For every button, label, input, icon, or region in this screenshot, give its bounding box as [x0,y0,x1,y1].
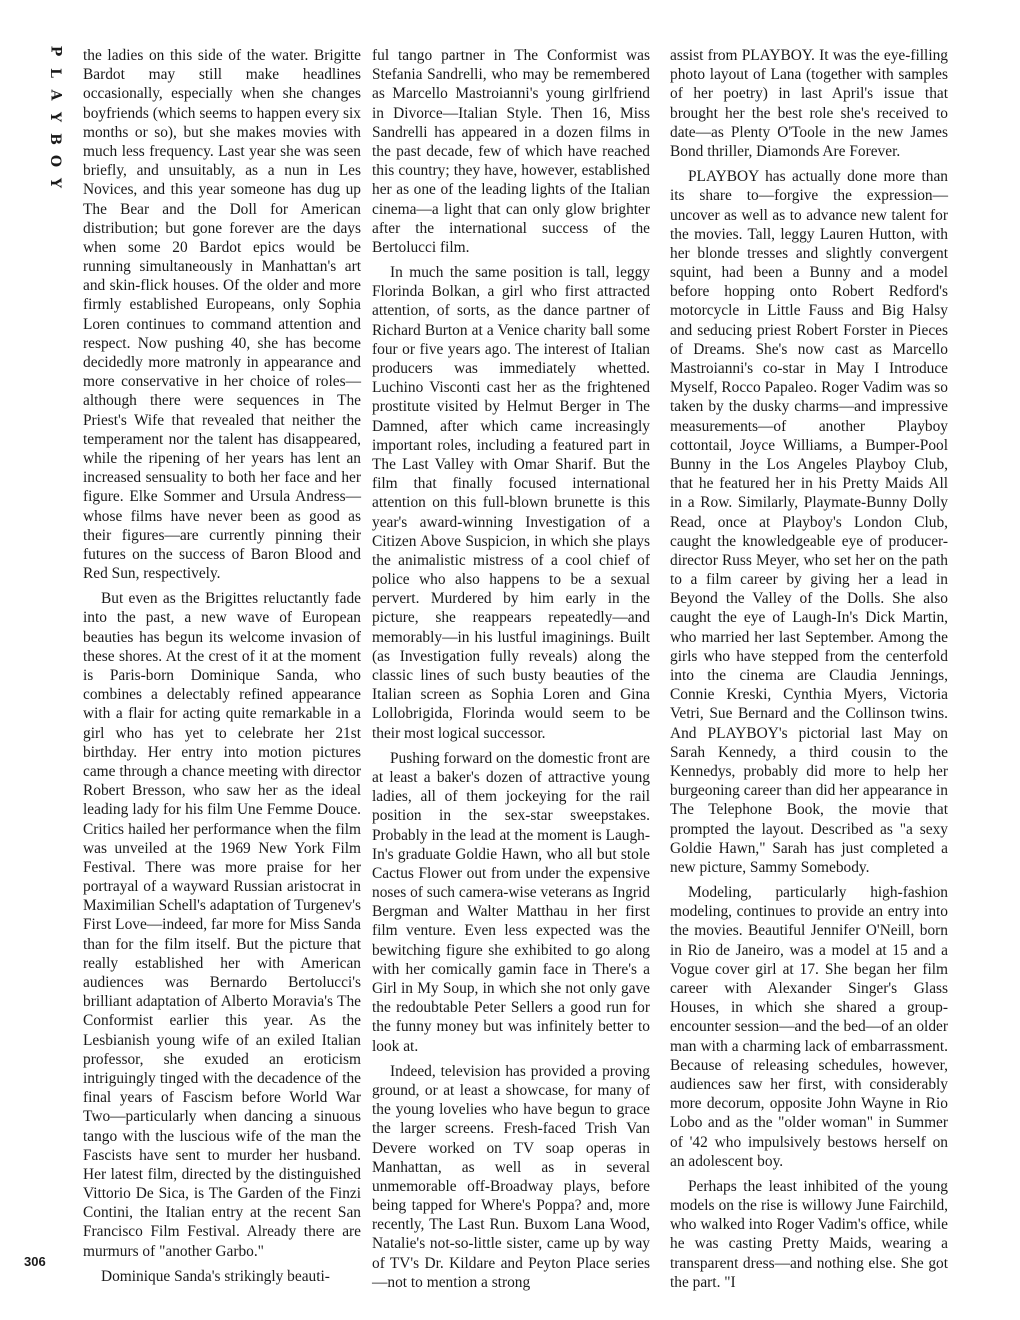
paragraph: Dominique Sanda's strikingly beauti- [101,1267,330,1285]
paragraph: Pushing forward on the domestic front are at least a baker's dozen of attractive young ladies, all of them jockeying for the rail position in the sex-star sweepstakes. Probably in the lead at the moment is Laugh-In's graduate Goldie Hawn, who all but stole Cactus Flower out from under the expensive noses of such camera-wise veterans as Ingrid Bergman and Walter Matthau in her first film venture. Even less expected was the bewitching figure she exhibited to go along with her comically gamin face in There's a Girl in My Soup, in which she not only gave the redoubtable Peter Sellers a good run for the funny money but was infinitely better to look at. [372,749,650,1055]
masthead-letter: Y [47,178,63,188]
paragraph: Perhaps the least inhibited of the young models on the rise is willowy June Fairchild, who walked into Roger Vadim's office, while he was casting Pretty Maids, wearing a transparent dress—and nothing else. She got the part. "I [670,1177,948,1291]
text-column-1 [83,46,361,1286]
masthead-letter: L [47,68,63,78]
page-number: 306 [24,1254,46,1269]
masthead-letter: P [47,45,63,57]
paragraph: PLAYBOY has actually done more than its share to—forgive the expression—uncover as well as to advance new talent for the movies. Tall, leggy Lauren Hutton, with her blonde tresses and slightly convergent squint, had been a Bunny and a model before hopping onto Robert Redford's motorcycle in Little Fauss and Big Halsy and seducing priest Robert Forster in Pieces of Dreams. She's now cast as Marcello Mastroianni's co-star in May I Introduce Myself, Rocco Papaleo. Roger Vadim was so taken by the dusky charms—and impressive measurements—of another Playboy cottontail, Joyce Williams, a Bumper-Pool Bunny in the Los Angeles Playboy Club, that he featured her in his Pretty Maids All in a Row. Similarly, Playmate-Bunny Dolly Read, once at Playboy's London Club, caught the knowledgeable eye of producer-director Russ Meyer, who set her on the path to a film career by giving her a lead in Beyond the Valley of the Dolls. She also caught the eye of Laugh-In's Dick Martin, who married her last September. Among the girls who have stepped from the centerfold into the cinema are Claudia Jennings, Connie Kreski, Cynthia Myers, Victoria Vetri, Sue Bernard and the Collinson twins. And PLAYBOY's pictorial last May on Sarah Kennedy, a third cousin to the Kennedys, probably did more to help her burgeoning career than did her appearance in The Telephone Book, the movie that prompted the layout. Described as "a sexy Goldie Hawn," Sarah has just completed a new picture, Sammy Somebody. [670,168,948,876]
masthead-letter: O [46,154,63,168]
paragraph: ful tango partner in The Conformist was Stefania Sandrelli, who may be remembered as Marcello Mastroianni's young girlfriend in Divorce—Italian Style. Then 16, Miss Sandrelli has appeared in a dozen films in the past decade, few of which have reached this country; they have, however, established her as one of the leading lights of the Italian cinema—a light that can only glow brighter after the international success of the Bertolucci film. [372,47,650,256]
paragraph: assist from PLAYBOY. It was the eye-filling photo layout of Lana (together with samples of her poetry) in last April's issue that brought her the best role she's received to date—as Plenty O'Toole in the new James Bond thriller, Diamonds Are Forever. [670,47,948,160]
text-column-3 [670,46,948,1292]
paragraph: Modeling, particularly high-fashion modeling, continues to provide an entry into the movies. Beautiful Jennifer O'Neill, born in Rio de Janeiro, was a model at 15 and a Vogue cover girl at 17. She began her film career with Alexander Singer's Glass Houses, in which she shared a group-encounter session—and the bed—of an older man with a charming lack of embarrassment. Because of releasing schedules, however, audiences saw her first, with considerably more decorum, opposite John Wayne in Rio Lobo and as the "older woman" in Summer of '42 who impulsively bestows herself on an adolescent boy. [670,884,948,1170]
masthead-letter: Y [47,112,63,122]
masthead-letter: B [47,133,63,145]
paragraph: In much the same position is tall, leggy Florinda Bolkan, a girl who first attracted attention, of sorts, as the dance partner of Richard Burton at a Venice charity ball some four or five years ago. The interest of Italian producers was immediately whetted. Luchino Visconti cast her as the frightened prostitute visited by Helmut Berger in The Damned, after which came increasingly important roles, including a featured part in The Last Valley with Omar Sharif. But the film that finally focused international attention on this full-blown brunette is this year's award-winning Investigation of a Citizen Above Suspicion, in which she plays the animalistic mistress of a cool chief of police who also happens to be a sexual pervert. Murdered by him early in the picture, she reappears repeatedly—and memorably—in his lustful imaginings. Built (as Investigation fully reveals) along the classic lines of such busty beauties of the Italian screen as Sophia Loren and Gina Lollobrigida, Florinda would seem to be their most logical successor. [372,264,650,742]
text-column-2 [372,46,650,1292]
paragraph: But even as the Brigittes reluctantly fade into the past, a new wave of European beauties has begun its welcome invasion of these shores. At the crest of it at the moment is Paris-born Dominique Sanda, who combines a delectably refined appearance with a flair for acting quite remarkable in a girl who has yet to celebrate her 21st birthday. Her entry into motion pictures came through a chance meeting with director Robert Bresson, who saw her as the ideal leading lady for his film Une Femme Douce. Critics hailed her performance when the film was unveiled at the 1969 New York Film Festival. There was more praise for her portrayal of a wayward Russian aristocrat in Maximilian Schell's adaptation of Turgenev's First Love—indeed, far more for Miss Sanda than for the film itself. But the picture that really established her with American audiences was Bernardo Bertolucci's brilliant adaptation of Alberto Moravia's The Conformist earlier this year. As the Lesbianish young wife of an exiled Italian professor, she exuded an eroticism intriguingly tinged with the decadence of the final years of Fascism before World War Two—particularly when dancing a sinuous tango with the luscious wife of the man the Fascists have sent to murder her husband. Her latest film, directed by the distinguished Vittorio De Sica, is The Garden of the Finzi Contini, the Italian entry at the recent San Francisco Film Festival. Already there are murmurs of "another Garbo." [83,590,361,1260]
paragraph: the ladies on this side of the water. Brigitte Bardot may still make headlines occasionally, especially when she changes boyfriends (which seems to happen every six months or so), but she makes movies with much less frequency. Last year she was seen briefly, and unsuitably, as a nun in Les Novices, and this year someone has dug up The Bear and the Doll for American distribution; but gone forever are the days when some 20 Bardot epics would be running simultaneously in Manhattan's art and skin-flick houses. Of the older and more firmly established Europeans, only Sophia Loren continues to command attention and respect. Now pushing 40, she has become decidedly more matronly in appearance and more conservative in her choice of roles—although there were sequences in The Priest's Wife that revealed that neither the temperament nor the talent has disappeared, while the ripening of her years has lent an increased sensuality to both her face and her figure. Elke Sommer and Ursula Andress—whose films have never been as good as their figures—are currently pinning their futures on the success of Baron Blood and Red Sun, respectively. [83,47,361,583]
paragraph: Indeed, television has provided a proving ground, or at least a showcase, for many of the young lovelies who have begun to grace the larger screens. Fresh-faced Trish Van Devere worked on TV soap operas in Manhattan, as well as in several unmemorable off-Broadway plays, before being tapped for Where's Poppa? and, more recently, The Last Run. Buxom Lana Wood, Natalie's not-so-little sister, came up by way of TV's Dr. Kildare and Peyton Place series—not to mention a strong [372,1062,650,1291]
masthead-letter: A [47,89,63,101]
magazine-name [40,40,70,194]
